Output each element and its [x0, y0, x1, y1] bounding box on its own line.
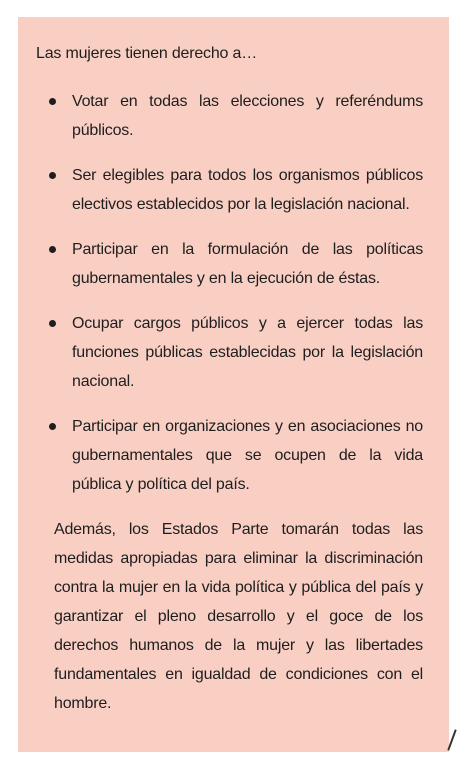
rights-list — [36, 87, 423, 499]
rights-box — [18, 17, 449, 752]
list-item — [36, 412, 423, 499]
bullet-dot-icon — [49, 320, 56, 327]
list-item — [36, 161, 423, 219]
list-item — [36, 309, 423, 396]
intro-text: Las mujeres tienen derecho a… — [36, 45, 257, 62]
list-item — [36, 87, 423, 145]
bullet-dot-icon — [49, 246, 56, 253]
list-item-text: Participar en organizaciones y en asociaciones no gubernamentales que se ocupen de la vida pública y política del país. — [72, 418, 423, 493]
closing-paragraph: Además, los Estados Parte tomarán todas las medidas apropiadas para eliminar la discriminación contra la mujer en la vida política y pública del país y garantizar el pleno desarrollo y el goce de los derechos humanos de la mujer y las libertades fundamentales en igualdad de condiciones con el hombre. — [54, 521, 423, 712]
bullet-dot-icon — [49, 172, 56, 179]
list-item-text: Votar en todas las elecciones y referéndums públicos. — [72, 93, 423, 139]
list-item-text: Participar en la formulación de las políticas gubernamentales y en la ejecución de éstas. — [72, 241, 423, 287]
bullet-dot-icon — [49, 423, 56, 430]
list-item — [36, 235, 423, 293]
list-item-text: Ser elegibles para todos los organismos públicos electivos establecidos por la legislación nacional. — [72, 167, 423, 213]
bullet-dot-icon — [49, 98, 56, 105]
list-item-text: Ocupar cargos públicos y a ejercer todas las funciones públicas establecidas por la legislación nacional. — [72, 315, 423, 390]
